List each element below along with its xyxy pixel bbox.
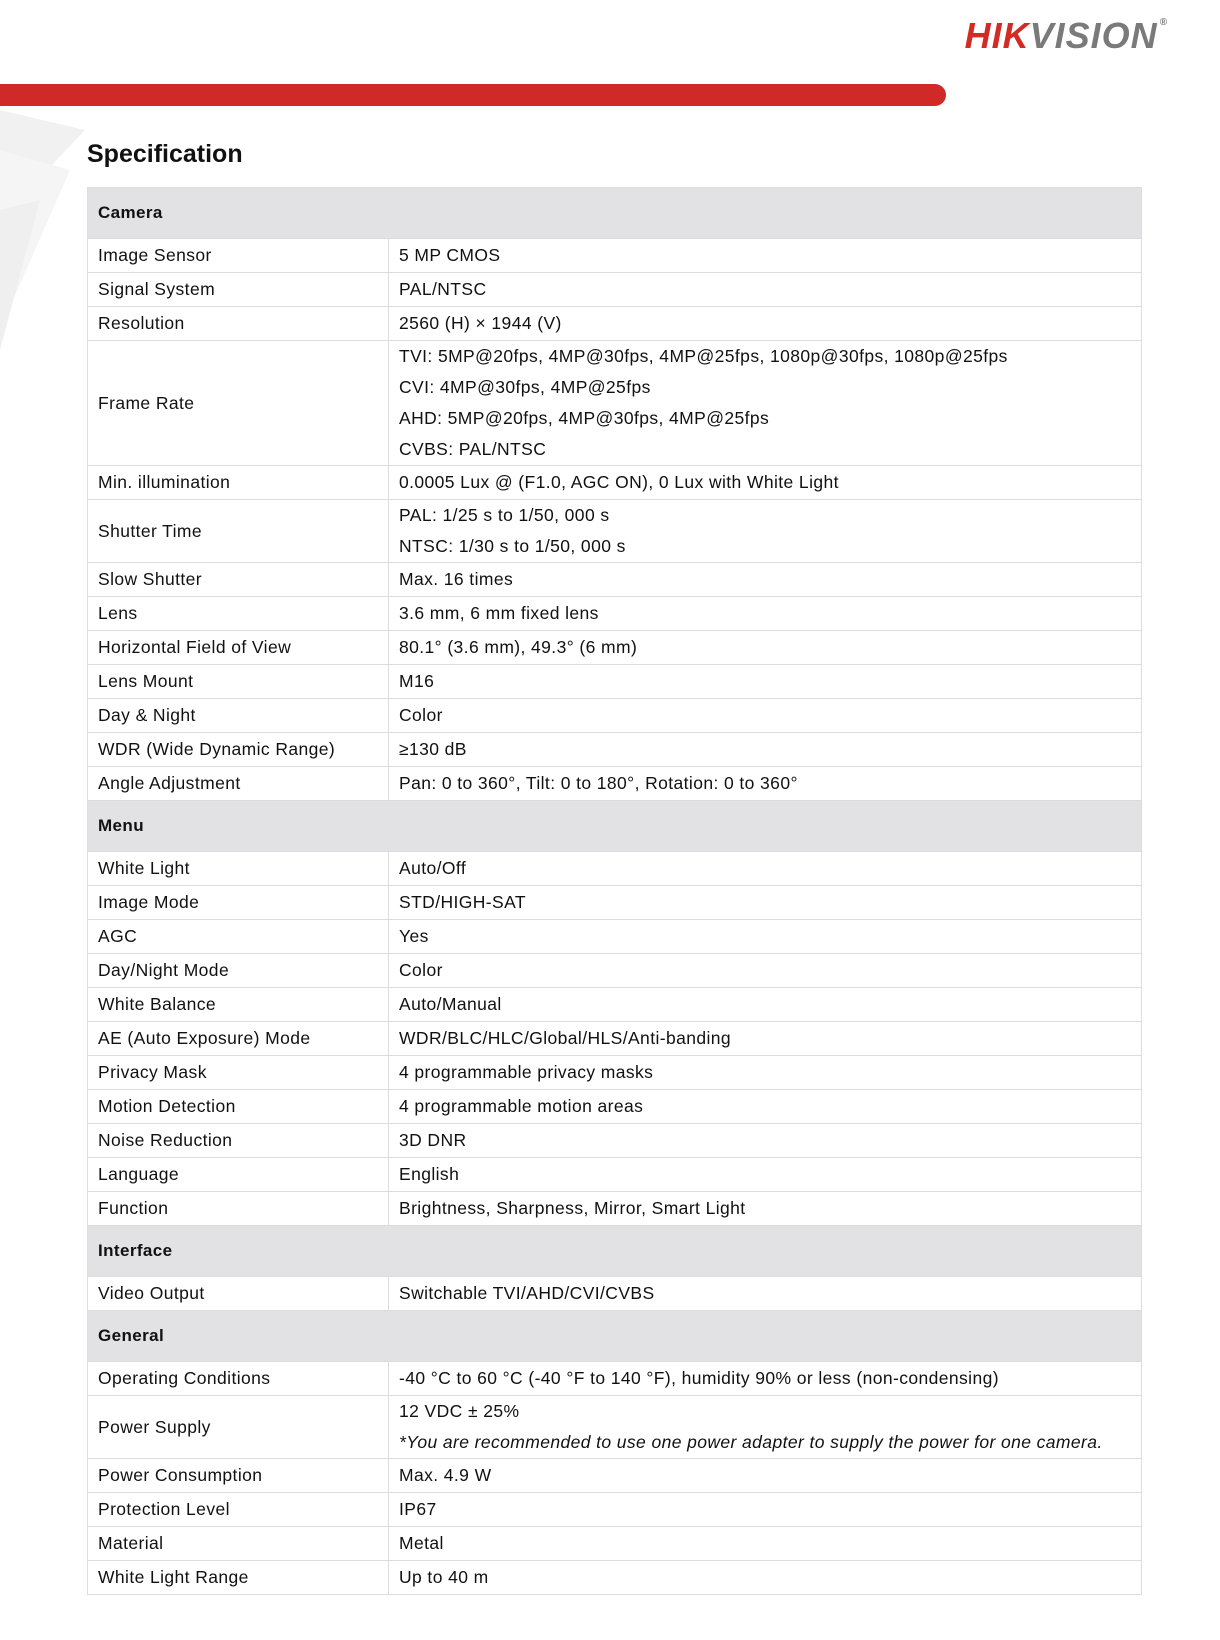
spec-label: Lens — [88, 597, 389, 631]
spec-value-line: NTSC: 1/30 s to 1/50, 000 s — [399, 536, 626, 556]
spec-label: Angle Adjustment — [88, 767, 389, 801]
section-header-general — [88, 1311, 1142, 1362]
spec-label: Power Supply — [88, 1396, 389, 1459]
spec-value: IP67 — [389, 1493, 1142, 1527]
spec-row — [88, 699, 1142, 733]
spec-value-line: PAL: 1/25 s to 1/50, 000 s — [399, 505, 610, 525]
spec-value: 4 programmable privacy masks — [389, 1056, 1142, 1090]
logo-text-red: HIK — [964, 15, 1030, 56]
spec-value: Up to 40 m — [389, 1561, 1142, 1595]
spec-label: Day & Night — [88, 699, 389, 733]
spec-value-line: *You are recommended to use one power adapter to supply the power for one camera. — [399, 1432, 1103, 1452]
spec-value: Color — [389, 699, 1142, 733]
spec-row — [88, 1561, 1142, 1595]
spec-value-line: CVI: 4MP@30fps, 4MP@25fps — [399, 377, 651, 397]
spec-label: White Light — [88, 852, 389, 886]
spec-row — [88, 1459, 1142, 1493]
spec-value: Yes — [389, 920, 1142, 954]
spec-label: Shutter Time — [88, 500, 389, 563]
section-header-interface — [88, 1226, 1142, 1277]
spec-value: M16 — [389, 665, 1142, 699]
section-header-menu — [88, 801, 1142, 852]
spec-value-line: 12 VDC ± 25% — [399, 1401, 520, 1421]
spec-label: Motion Detection — [88, 1090, 389, 1124]
spec-label: AGC — [88, 920, 389, 954]
spec-value — [389, 341, 1142, 466]
spec-value: 5 MP CMOS — [389, 239, 1142, 273]
spec-row — [88, 631, 1142, 665]
spec-value: English — [389, 1158, 1142, 1192]
section-title: Camera — [88, 188, 1142, 239]
spec-value: -40 °C to 60 °C (-40 °F to 140 °F), humidity 90% or less (non-condensing) — [389, 1362, 1142, 1396]
spec-value: 0.0005 Lux @ (F1.0, AGC ON), 0 Lux with White Light — [389, 466, 1142, 500]
registered-mark: ® — [1159, 17, 1168, 28]
spec-row — [88, 307, 1142, 341]
spec-label: Signal System — [88, 273, 389, 307]
spec-value: 2560 (H) × 1944 (V) — [389, 307, 1142, 341]
hikvision-logo — [964, 15, 1168, 56]
spec-label: Protection Level — [88, 1493, 389, 1527]
spec-row — [88, 563, 1142, 597]
spec-row — [88, 500, 1142, 563]
spec-value-line: TVI: 5MP@20fps, 4MP@30fps, 4MP@25fps, 1080p@30fps, 1080p@25fps — [399, 346, 1008, 366]
spec-label: Material — [88, 1527, 389, 1561]
spec-value: STD/HIGH-SAT — [389, 886, 1142, 920]
spec-row — [88, 733, 1142, 767]
spec-row — [88, 767, 1142, 801]
spec-value — [389, 500, 1142, 563]
spec-row — [88, 1124, 1142, 1158]
spec-value: 80.1° (3.6 mm), 49.3° (6 mm) — [389, 631, 1142, 665]
spec-row — [88, 597, 1142, 631]
spec-row — [88, 1527, 1142, 1561]
spec-row — [88, 1022, 1142, 1056]
spec-value: Max. 4.9 W — [389, 1459, 1142, 1493]
spec-row — [88, 1396, 1142, 1459]
spec-value: 3.6 mm, 6 mm fixed lens — [389, 597, 1142, 631]
spec-value: Pan: 0 to 360°, Tilt: 0 to 180°, Rotation: 0 to 360° — [389, 767, 1142, 801]
spec-label: Frame Rate — [88, 341, 389, 466]
header-red-band — [0, 84, 946, 106]
spec-value: Metal — [389, 1527, 1142, 1561]
spec-label: WDR (Wide Dynamic Range) — [88, 733, 389, 767]
spec-value: ≥130 dB — [389, 733, 1142, 767]
spec-row — [88, 988, 1142, 1022]
spec-value: Auto/Manual — [389, 988, 1142, 1022]
spec-label: Horizontal Field of View — [88, 631, 389, 665]
spec-value: Color — [389, 954, 1142, 988]
section-title: General — [88, 1311, 1142, 1362]
spec-row — [88, 1192, 1142, 1226]
spec-value: WDR/BLC/HLC/Global/HLS/Anti-banding — [389, 1022, 1142, 1056]
spec-label: Operating Conditions — [88, 1362, 389, 1396]
spec-label: Image Sensor — [88, 239, 389, 273]
spec-label: Image Mode — [88, 886, 389, 920]
spec-label: Min. illumination — [88, 466, 389, 500]
spec-row — [88, 466, 1142, 500]
spec-value: 4 programmable motion areas — [389, 1090, 1142, 1124]
logo-text-gray: VISION — [1029, 15, 1158, 56]
spec-row — [88, 1090, 1142, 1124]
spec-row — [88, 920, 1142, 954]
spec-value: PAL/NTSC — [389, 273, 1142, 307]
spec-row — [88, 1158, 1142, 1192]
spec-row — [88, 1277, 1142, 1311]
spec-label: Resolution — [88, 307, 389, 341]
spec-value-line: CVBS: PAL/NTSC — [399, 439, 547, 459]
spec-row — [88, 273, 1142, 307]
decorative-triangles — [0, 110, 100, 350]
spec-label: Privacy Mask — [88, 1056, 389, 1090]
section-title: Interface — [88, 1226, 1142, 1277]
spec-row — [88, 852, 1142, 886]
section-title: Menu — [88, 801, 1142, 852]
spec-label: White Balance — [88, 988, 389, 1022]
spec-label: AE (Auto Exposure) Mode — [88, 1022, 389, 1056]
spec-value: Brightness, Sharpness, Mirror, Smart Light — [389, 1192, 1142, 1226]
spec-label: Slow Shutter — [88, 563, 389, 597]
spec-label: Language — [88, 1158, 389, 1192]
spec-value: 3D DNR — [389, 1124, 1142, 1158]
specification-table — [87, 187, 1142, 1595]
spec-row — [88, 886, 1142, 920]
spec-row — [88, 1056, 1142, 1090]
section-header-camera — [88, 188, 1142, 239]
spec-value: Switchable TVI/AHD/CVI/CVBS — [389, 1277, 1142, 1311]
spec-label: Lens Mount — [88, 665, 389, 699]
spec-value-line: AHD: 5MP@20fps, 4MP@30fps, 4MP@25fps — [399, 408, 770, 428]
spec-label: White Light Range — [88, 1561, 389, 1595]
spec-label: Day/Night Mode — [88, 954, 389, 988]
spec-label: Function — [88, 1192, 389, 1226]
spec-row — [88, 341, 1142, 466]
spec-value: Max. 16 times — [389, 563, 1142, 597]
page-title: Specification — [87, 140, 243, 168]
spec-value — [389, 1396, 1142, 1459]
spec-row — [88, 1493, 1142, 1527]
spec-label: Power Consumption — [88, 1459, 389, 1493]
spec-row — [88, 665, 1142, 699]
spec-row — [88, 954, 1142, 988]
spec-row — [88, 239, 1142, 273]
spec-value: Auto/Off — [389, 852, 1142, 886]
spec-label: Noise Reduction — [88, 1124, 389, 1158]
spec-row — [88, 1362, 1142, 1396]
spec-label: Video Output — [88, 1277, 389, 1311]
